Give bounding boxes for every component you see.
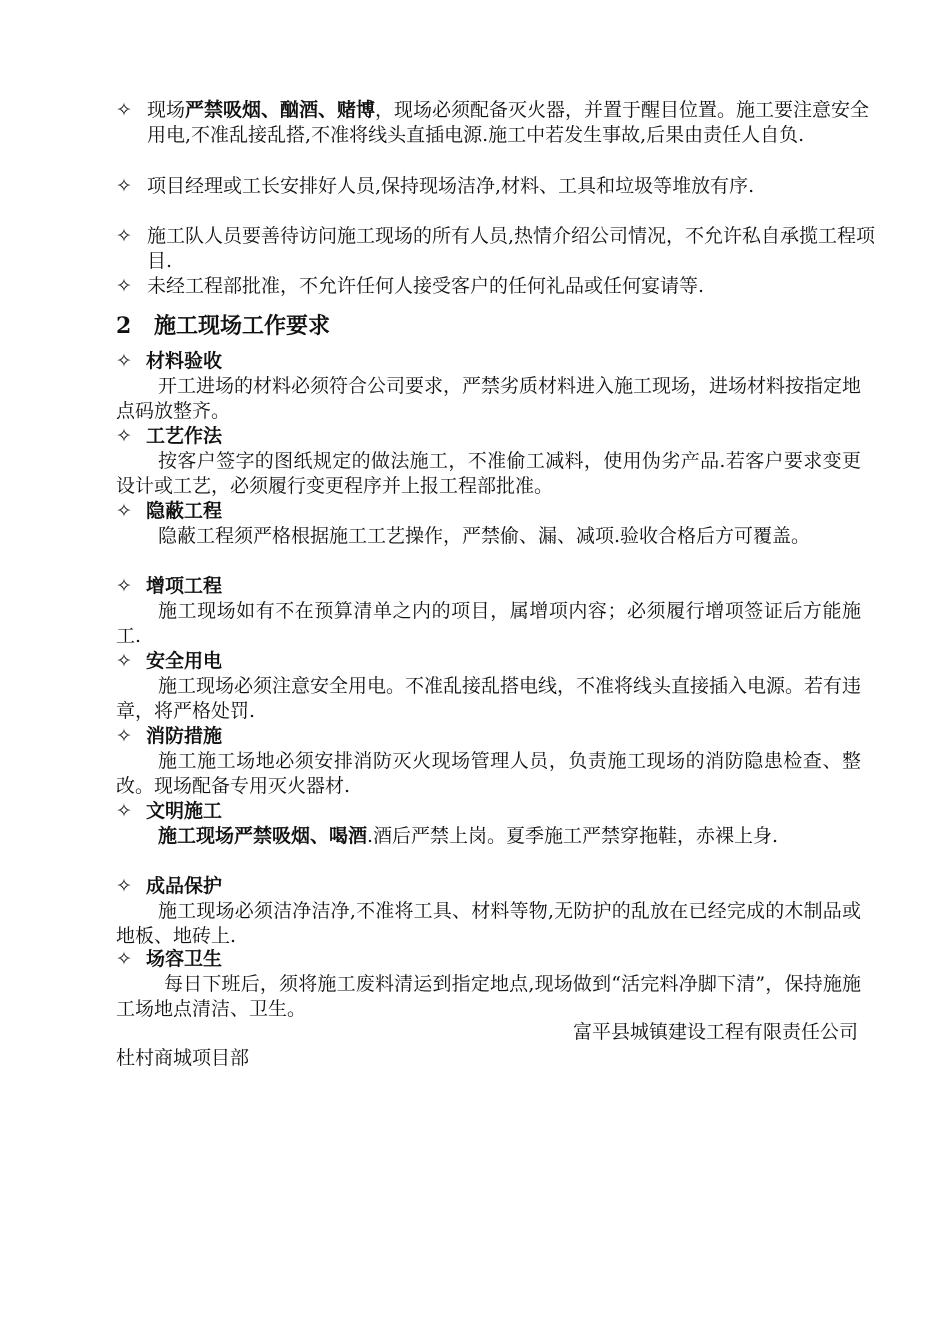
diamond-bullet-icon: ✧ bbox=[116, 350, 132, 372]
item-body-text: .酒后严禁上岗。夏季施工严禁穿拖鞋，赤裸上身. bbox=[367, 825, 779, 847]
item-heading-text: 增项工程 bbox=[146, 575, 223, 597]
bullet-text-part: ，现场必须配备灭火器，并置于醒目位置。施工要注意安全用电,不准乱接乱搭,不准将线头直插电源.施工中若发生事故,后果由责任人自负. bbox=[147, 99, 870, 146]
diamond-bullet-icon: ✧ bbox=[116, 275, 132, 297]
diamond-bullet-icon: ✧ bbox=[116, 800, 132, 822]
bullet-text: 未经工程部批准，不允许任何人接受客户的任何礼品或任何宴请等. bbox=[147, 275, 705, 297]
item-body: 施工现场必须注意安全用电。不准乱接乱搭电线，不准将线头直接插入电源。若有违章，将严格处罚. bbox=[116, 675, 862, 722]
item-heading bbox=[116, 499, 222, 523]
bullet-item bbox=[116, 274, 876, 299]
bullet-text-part: 现场 bbox=[147, 99, 186, 121]
company-signature: 富平县城镇建设工程有限责任公司 bbox=[572, 1021, 858, 1043]
bullet-item bbox=[116, 174, 876, 199]
item-heading-text: 成品保护 bbox=[146, 875, 223, 897]
item-heading bbox=[116, 574, 222, 598]
item-heading-text: 工艺作法 bbox=[146, 425, 223, 447]
item-heading bbox=[116, 799, 222, 823]
bullet-text: 项目经理或工长安排好人员,保持现场洁净,材料、工具和垃圾等堆放有序. bbox=[147, 175, 755, 197]
diamond-bullet-icon: ✧ bbox=[116, 650, 132, 672]
section-title: 施工现场工作要求 bbox=[154, 313, 331, 339]
item-body: 施工施工场地必须安排消防灭火现场管理人员，负责施工现场的消防隐患检查、整改。现场配备专用灭火器材. bbox=[116, 750, 861, 797]
item-body-bold: 施工现场严禁吸烟、喝酒 bbox=[158, 825, 368, 847]
item-heading bbox=[116, 874, 222, 898]
bullet-text: 施工队人员要善待访问施工现场的所有人员,热情介绍公司情况，不允许私自承揽工程项目. bbox=[147, 225, 876, 272]
item-heading-text: 安全用电 bbox=[146, 650, 223, 672]
diamond-bullet-icon: ✧ bbox=[116, 725, 132, 747]
bullet-text-bold: 严禁吸烟、酗酒、赌博 bbox=[185, 99, 376, 121]
section-heading bbox=[116, 312, 330, 340]
item-body: 施工现场如有不在预算清单之内的项目，属增项内容；必须履行增项签证后方能施工. bbox=[116, 600, 861, 647]
bullet-text bbox=[147, 98, 876, 148]
item-body: 每日下班后，须将施工废料清运到指定地点,现场做到“活完料净脚下清”，保持施施工场地点清洁、卫生。 bbox=[116, 973, 861, 1020]
bullet-item bbox=[116, 98, 876, 148]
item-body: 开工进场的材料必须符合公司要求，严禁劣质材料进入施工现场，进场材料按指定地点码放整齐。 bbox=[116, 375, 862, 422]
bullet-item bbox=[116, 224, 876, 274]
item-heading-text: 消防措施 bbox=[146, 725, 223, 747]
item-heading bbox=[116, 947, 222, 971]
diamond-bullet-icon: ✧ bbox=[116, 425, 132, 447]
item-body: 施工现场必须洁净洁净,不准将工具、材料等物,无防护的乱放在已经完成的木制品或地板、地砖上. bbox=[116, 900, 861, 947]
item-heading-text: 文明施工 bbox=[146, 800, 223, 822]
item-heading bbox=[116, 349, 222, 373]
item-heading-text: 隐蔽工程 bbox=[146, 500, 223, 522]
item-heading bbox=[116, 424, 222, 448]
item-body: 隐蔽工程须严格根据施工工艺操作，严禁偷、漏、减项.验收合格后方可覆盖。 bbox=[158, 525, 811, 547]
item-heading bbox=[116, 724, 222, 748]
item-heading-text: 场容卫生 bbox=[146, 948, 223, 970]
diamond-bullet-icon: ✧ bbox=[116, 175, 132, 197]
item-heading bbox=[116, 649, 222, 673]
item-heading-text: 材料验收 bbox=[146, 350, 223, 372]
item-body: 按客户签字的图纸规定的做法施工，不准偷工减料，使用伪劣产品.若客户要求变更设计或工艺，必须履行变更程序并上报工程部批准。 bbox=[116, 450, 861, 497]
diamond-bullet-icon: ✧ bbox=[116, 875, 132, 897]
section-number: 2 bbox=[116, 313, 132, 339]
diamond-bullet-icon: ✧ bbox=[116, 225, 132, 247]
department-signature: 杜村商城项目部 bbox=[116, 1047, 250, 1069]
item-body bbox=[116, 824, 861, 849]
diamond-bullet-icon: ✧ bbox=[116, 99, 132, 121]
diamond-bullet-icon: ✧ bbox=[116, 948, 132, 970]
diamond-bullet-icon: ✧ bbox=[116, 500, 132, 522]
diamond-bullet-icon: ✧ bbox=[116, 575, 132, 597]
